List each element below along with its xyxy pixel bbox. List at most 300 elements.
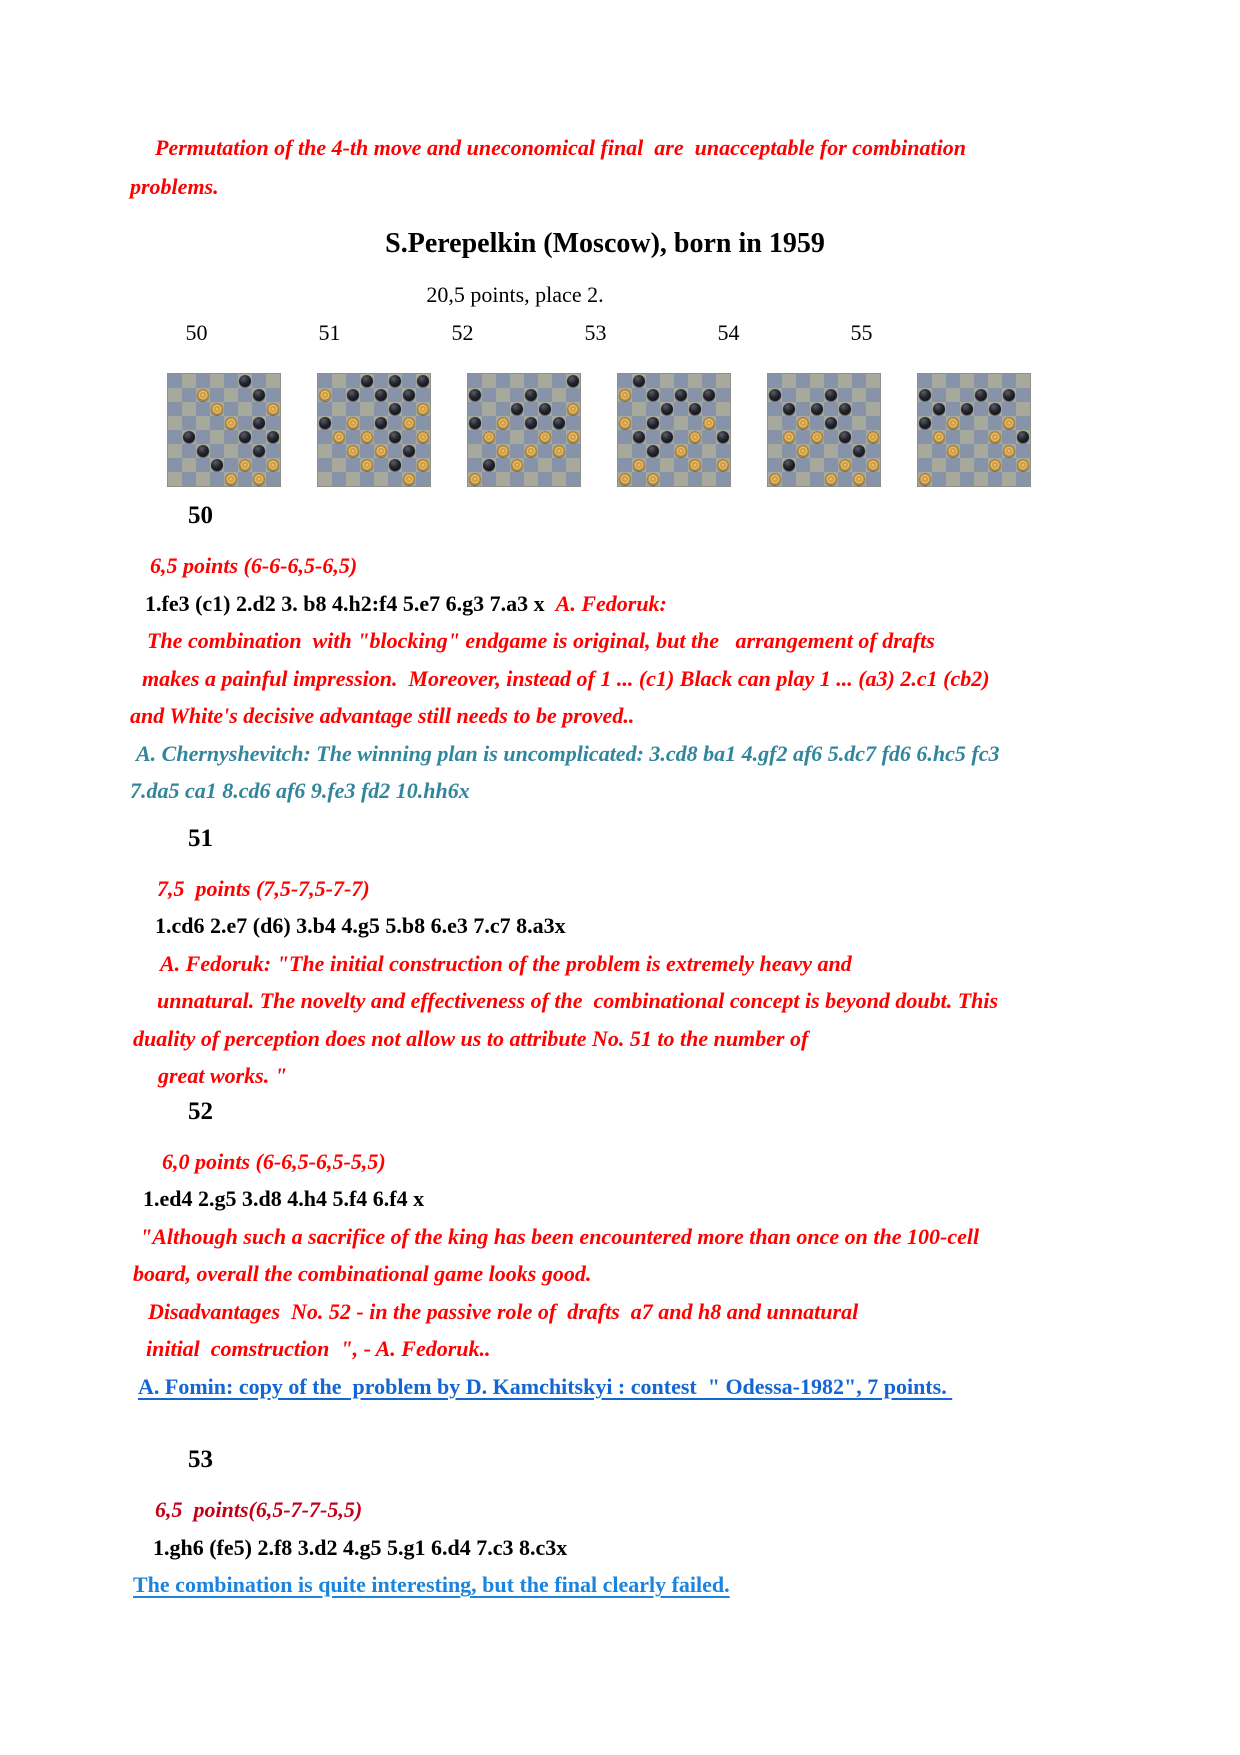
white-checker-icon <box>783 431 795 443</box>
white-checker-icon <box>619 473 631 485</box>
board-square <box>702 388 716 402</box>
section-number: 52 <box>188 1097 213 1125</box>
text-line <box>130 1218 1150 1256</box>
black-checker-icon <box>403 445 415 457</box>
board-square <box>552 458 566 472</box>
board-square <box>918 416 932 430</box>
text-span: A. Fedoruk: <box>555 590 667 616</box>
board-square <box>674 458 688 472</box>
board-square <box>266 374 280 388</box>
white-checker-icon <box>567 403 579 415</box>
text-span: makes a painful impression. Moreover, instead of 1 ... (c1) Black can play 1 ... (a3) 2.c1 (cb2) <box>142 665 990 691</box>
checkers-board-54 <box>767 373 881 487</box>
board-square <box>332 444 346 458</box>
section-number: 50 <box>188 502 213 529</box>
board-square <box>632 374 646 388</box>
checkers-board-52 <box>467 373 581 487</box>
board-square <box>402 416 416 430</box>
board-square <box>716 444 730 458</box>
board-square <box>838 402 852 416</box>
board-square <box>674 444 688 458</box>
board-square <box>768 472 782 486</box>
board-square <box>346 430 360 444</box>
board-square <box>182 402 196 416</box>
board-square <box>716 374 730 388</box>
board-square <box>510 374 524 388</box>
board-square <box>196 430 210 444</box>
board-square <box>196 402 210 416</box>
black-checker-icon <box>525 417 537 429</box>
board-square <box>674 388 688 402</box>
text-line <box>130 870 1150 908</box>
board-square <box>688 444 702 458</box>
board-square <box>618 402 632 416</box>
board-square <box>524 444 538 458</box>
board-square <box>960 374 974 388</box>
black-checker-icon <box>183 431 195 443</box>
black-checker-icon <box>483 459 495 471</box>
board-square <box>632 472 646 486</box>
black-checker-icon <box>661 431 673 443</box>
board-square <box>946 430 960 444</box>
black-checker-icon <box>919 389 931 401</box>
text-span: unnatural. The novelty and effectiveness of the combinational concept is beyond doubt. This <box>157 988 999 1013</box>
board-square <box>510 444 524 458</box>
text-span: 1.fe3 (c1) 2.d2 3. b8 4.h2:f4 5.e7 6.g3 7.a3 x <box>145 590 556 616</box>
board-square <box>566 472 580 486</box>
board-square <box>988 388 1002 402</box>
board-square <box>416 374 430 388</box>
text-line <box>130 772 1150 810</box>
board-square <box>210 388 224 402</box>
board-square <box>838 416 852 430</box>
board-square <box>632 388 646 402</box>
board-square <box>618 416 632 430</box>
board-square <box>482 430 496 444</box>
board-square <box>1016 444 1030 458</box>
board-square <box>988 458 1002 472</box>
board-square <box>468 444 482 458</box>
black-checker-icon <box>1003 389 1015 401</box>
black-checker-icon <box>361 375 373 387</box>
board-square <box>768 416 782 430</box>
black-checker-icon <box>239 375 251 387</box>
board-square <box>318 472 332 486</box>
white-checker-icon <box>811 431 823 443</box>
board-square <box>318 402 332 416</box>
board-square <box>768 374 782 388</box>
board-square <box>252 430 266 444</box>
board-square <box>496 374 510 388</box>
board-square <box>974 458 988 472</box>
black-checker-icon <box>239 431 251 443</box>
board-square <box>416 430 430 444</box>
board-square <box>468 458 482 472</box>
white-checker-icon <box>989 459 1001 471</box>
black-checker-icon <box>853 445 865 457</box>
board-square <box>932 374 946 388</box>
text-span: A. Fomin: copy of the problem by D. Kamchitskyi : contest " Odessa-1982", 7 points. <box>138 1373 953 1399</box>
black-checker-icon <box>469 389 481 401</box>
board-square <box>1002 416 1016 430</box>
problem-section-51 <box>130 822 1150 1095</box>
board-square <box>482 472 496 486</box>
board-square <box>988 444 1002 458</box>
black-checker-icon <box>375 417 387 429</box>
board-square <box>238 444 252 458</box>
board-square <box>566 402 580 416</box>
board-square <box>524 402 538 416</box>
board-square <box>810 430 824 444</box>
board-square <box>618 430 632 444</box>
board-square <box>716 388 730 402</box>
white-checker-icon <box>375 445 387 457</box>
board-square <box>618 458 632 472</box>
board-square <box>552 472 566 486</box>
board-square <box>346 444 360 458</box>
black-checker-icon <box>197 445 209 457</box>
board-square <box>768 430 782 444</box>
board-square <box>252 472 266 486</box>
white-checker-icon <box>211 403 223 415</box>
board-square <box>538 430 552 444</box>
board-square <box>346 374 360 388</box>
board-square <box>946 402 960 416</box>
board-square <box>360 374 374 388</box>
board-square <box>838 472 852 486</box>
board-square <box>510 458 524 472</box>
board-square <box>974 430 988 444</box>
board-square <box>538 402 552 416</box>
board-square <box>182 472 196 486</box>
board-square <box>782 444 796 458</box>
board-square <box>374 458 388 472</box>
board-square <box>866 416 880 430</box>
section-number: 53 <box>188 1446 213 1473</box>
board-square <box>974 402 988 416</box>
board-square <box>768 444 782 458</box>
text-span: great works. " <box>158 1063 287 1088</box>
board-square <box>552 444 566 458</box>
text-span: A. Chernyshevitch: The winning plan is uncomplicated: 3.cd8 ba1 4.gf2 af6 5.dc7 fd6 6.hc5 fc3 <box>136 740 1000 766</box>
board-square <box>918 472 932 486</box>
black-checker-icon <box>403 389 415 401</box>
board-square <box>702 472 716 486</box>
board-square <box>210 430 224 444</box>
white-checker-icon <box>347 445 359 457</box>
board-square <box>688 388 702 402</box>
problem-section-52 <box>130 1095 1150 1406</box>
board-square <box>252 402 266 416</box>
board-square <box>796 472 810 486</box>
board-square <box>810 374 824 388</box>
problem-section-50 <box>130 499 1150 810</box>
board-square <box>182 458 196 472</box>
board-square <box>838 444 852 458</box>
board-square <box>252 444 266 458</box>
board-square <box>974 444 988 458</box>
board-square <box>552 388 566 402</box>
white-checker-icon <box>989 431 1001 443</box>
board-square <box>468 430 482 444</box>
white-checker-icon <box>567 431 579 443</box>
text-span: The combination is quite interesting, but the final clearly failed. <box>133 1572 730 1597</box>
text-span: board, overall the combinational game looks good. <box>133 1261 592 1286</box>
board-square <box>768 402 782 416</box>
board-square <box>782 388 796 402</box>
text-line <box>130 697 1150 735</box>
board-square <box>266 416 280 430</box>
board-square <box>332 430 346 444</box>
board-square <box>224 444 238 458</box>
board-square <box>468 402 482 416</box>
board-square <box>196 444 210 458</box>
black-checker-icon <box>389 431 401 443</box>
white-checker-icon <box>417 403 429 415</box>
board-square <box>318 458 332 472</box>
board-square <box>374 416 388 430</box>
black-checker-icon <box>647 445 659 457</box>
board-square <box>866 430 880 444</box>
board-square <box>496 416 510 430</box>
black-checker-icon <box>975 389 987 401</box>
board-square <box>646 374 660 388</box>
board-square <box>988 430 1002 444</box>
board-number-55: 55 <box>850 320 873 345</box>
board-square <box>1002 430 1016 444</box>
black-checker-icon <box>839 431 851 443</box>
problem-section-53 <box>130 1443 1150 1604</box>
board-square <box>960 472 974 486</box>
board-square <box>1016 402 1030 416</box>
board-number-row <box>130 319 1150 350</box>
board-square <box>238 402 252 416</box>
board-square <box>360 430 374 444</box>
black-checker-icon <box>389 459 401 471</box>
board-square <box>660 472 674 486</box>
board-square <box>824 402 838 416</box>
board-square <box>824 388 838 402</box>
text-span: duality of perception does not allow us to attribute No. 51 to the number of <box>133 1025 809 1051</box>
board-square <box>510 472 524 486</box>
board-square <box>660 458 674 472</box>
board-square <box>238 374 252 388</box>
white-checker-icon <box>703 417 715 429</box>
board-square <box>796 374 810 388</box>
board-square <box>824 416 838 430</box>
white-checker-icon <box>619 417 631 429</box>
board-square <box>266 430 280 444</box>
black-checker-icon <box>689 403 701 415</box>
board-square <box>402 402 416 416</box>
board-square <box>252 388 266 402</box>
board-square <box>946 444 960 458</box>
text-span: A. Fedoruk: "The initial construction of the problem is extremely heavy and <box>160 950 852 976</box>
board-square <box>510 430 524 444</box>
board-square <box>646 402 660 416</box>
board-square <box>632 430 646 444</box>
black-checker-icon <box>633 375 645 387</box>
white-checker-icon <box>675 445 687 457</box>
black-checker-icon <box>825 389 837 401</box>
board-square <box>1002 472 1016 486</box>
board-square <box>796 388 810 402</box>
white-checker-icon <box>361 431 373 443</box>
checkers-board-50 <box>167 373 281 487</box>
white-checker-icon <box>253 473 265 485</box>
board-square <box>1002 388 1016 402</box>
board-square <box>402 430 416 444</box>
board-square <box>932 388 946 402</box>
board-square <box>932 416 946 430</box>
board-square <box>524 374 538 388</box>
board-square <box>918 458 932 472</box>
board-square <box>196 416 210 430</box>
board-square <box>716 458 730 472</box>
board-square <box>238 430 252 444</box>
board-square <box>388 374 402 388</box>
board-square <box>196 388 210 402</box>
white-checker-icon <box>1003 445 1015 457</box>
white-checker-icon <box>225 417 237 429</box>
board-square <box>346 472 360 486</box>
board-square <box>810 444 824 458</box>
board-square <box>932 430 946 444</box>
board-square <box>866 458 880 472</box>
board-square <box>374 374 388 388</box>
board-square <box>524 388 538 402</box>
board-square <box>538 374 552 388</box>
black-checker-icon <box>253 417 265 429</box>
board-square <box>538 444 552 458</box>
board-square <box>660 402 674 416</box>
board-square <box>618 374 632 388</box>
white-checker-icon <box>539 431 551 443</box>
board-square <box>1002 458 1016 472</box>
board-square <box>796 444 810 458</box>
board-square <box>266 444 280 458</box>
board-square <box>482 458 496 472</box>
board-square <box>974 374 988 388</box>
text-span: 1.gh6 (fe5) 2.f8 3.d2 4.g5 5.g1 6.d4 7.c3 8.c3x <box>153 1534 568 1560</box>
board-square <box>632 458 646 472</box>
board-square <box>866 374 880 388</box>
board-square <box>796 458 810 472</box>
white-checker-icon <box>867 459 879 471</box>
white-checker-icon <box>267 459 279 471</box>
board-number-54: 54 <box>717 320 740 345</box>
board-square <box>796 402 810 416</box>
sections <box>130 499 1150 1604</box>
board-square <box>346 402 360 416</box>
section-number: 51 <box>188 824 213 852</box>
board-square <box>468 416 482 430</box>
board-square <box>346 458 360 472</box>
white-checker-icon <box>553 445 565 457</box>
board-square <box>946 458 960 472</box>
board-square <box>374 388 388 402</box>
board-square <box>374 430 388 444</box>
board-square <box>646 444 660 458</box>
board-square <box>782 458 796 472</box>
board-square <box>674 402 688 416</box>
board-square <box>810 458 824 472</box>
board-square <box>538 388 552 402</box>
board-square <box>566 458 580 472</box>
board-square <box>702 430 716 444</box>
board-strip <box>167 373 1150 487</box>
text-span: "Although such a sacrifice of the king has been encountered more than once on the 100-cell <box>140 1223 980 1249</box>
board-square <box>768 388 782 402</box>
black-checker-icon <box>703 389 715 401</box>
board-square <box>510 402 524 416</box>
board-square <box>988 402 1002 416</box>
board-square <box>182 444 196 458</box>
black-checker-icon <box>469 417 481 429</box>
board-square <box>660 416 674 430</box>
board-square <box>496 458 510 472</box>
white-checker-icon <box>403 473 415 485</box>
text-span: 6,0 points (6-6,5-6,5-5,5) <box>162 1148 386 1174</box>
board-square <box>1016 472 1030 486</box>
checkers-board-51 <box>317 373 431 487</box>
board-square <box>702 374 716 388</box>
board-square <box>1002 374 1016 388</box>
board-square <box>1016 416 1030 430</box>
black-checker-icon <box>647 389 659 401</box>
board-square <box>224 416 238 430</box>
board-square <box>618 472 632 486</box>
board-square <box>646 416 660 430</box>
board-square <box>210 416 224 430</box>
white-checker-icon <box>797 445 809 457</box>
text-line <box>130 1180 1150 1218</box>
board-square <box>210 458 224 472</box>
board-square <box>918 430 932 444</box>
board-square <box>838 458 852 472</box>
white-checker-icon <box>853 473 865 485</box>
board-square <box>416 458 430 472</box>
board-square <box>168 430 182 444</box>
board-square <box>388 430 402 444</box>
board-number-51: 51 <box>318 320 341 345</box>
board-square <box>538 416 552 430</box>
board-square <box>782 402 796 416</box>
board-square <box>252 416 266 430</box>
board-square <box>210 444 224 458</box>
text-line <box>130 1293 1150 1331</box>
board-square <box>402 458 416 472</box>
text-span: 6,5 points(6,5-7-7-5,5) <box>155 1497 363 1522</box>
board-square <box>388 444 402 458</box>
board-square <box>360 416 374 430</box>
board-square <box>960 444 974 458</box>
intro-line-2: problems. <box>130 174 219 199</box>
text-line <box>130 1566 1150 1604</box>
board-square <box>468 374 482 388</box>
board-square <box>332 472 346 486</box>
black-checker-icon <box>417 375 429 387</box>
board-square <box>224 472 238 486</box>
board-square <box>974 472 988 486</box>
white-checker-icon <box>347 417 359 429</box>
board-square <box>566 374 580 388</box>
board-square <box>632 416 646 430</box>
text-line <box>130 1330 1150 1368</box>
board-square <box>688 430 702 444</box>
text-span: Disadvantages No. 52 - in the passive role of drafts a7 and h8 and unnatural <box>148 1298 859 1324</box>
board-square <box>168 472 182 486</box>
